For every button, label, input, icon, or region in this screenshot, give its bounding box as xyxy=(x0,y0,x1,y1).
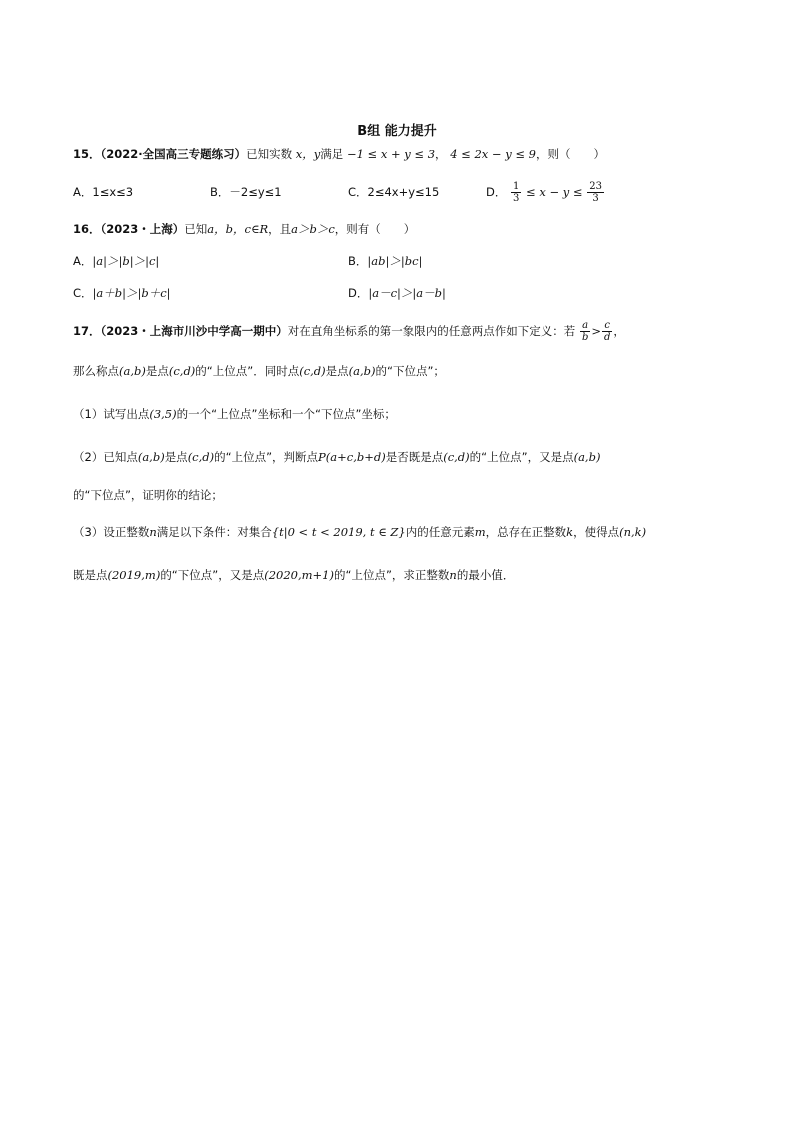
question-source: （2022·全国高三专题练习） xyxy=(100,147,247,161)
option-b: B．|ab|＞|bc| xyxy=(348,254,423,268)
fraction: $\frac{23}{3}$ xyxy=(589,181,602,204)
option-c: C．2≤4x+y≤15 xyxy=(348,185,440,199)
option-c: C．|a＋b|＞|b＋c| xyxy=(73,286,171,300)
question-17-definition: 那么称点(a,b)是点(c,d)的“上位点”．同时点(c,d)是点(a,b)的“下位点”； xyxy=(73,364,445,378)
question-17-part-1: （1）试写出点(3,5)的一个“上位点”坐标和一个“下位点”坐标； xyxy=(73,407,396,421)
option-d: D． $\frac{1}{3}$ ≤ x − y ≤ $\frac{23}{3}$ xyxy=(486,181,602,204)
option-d: D．|a－c|＞|a－b| xyxy=(348,286,446,300)
question-17-stem: 17．（2023・上海市川沙中学高一期中）对在直角坐标系的第一象限内的任意两点作如下定义：若 $\frac{a}{b}$ > $\frac{c}{d}$ ， xyxy=(73,320,625,343)
question-17-part-2: （2）已知点(a,b)是点(c,d)的“上位点”，判断点P(a+c,b+d)是否既是点(c,d)的“上位点”，又是点(a,b) xyxy=(73,450,601,464)
fraction: $\frac{c}{d}$ xyxy=(603,320,611,343)
question-number: 16． xyxy=(73,222,101,236)
question-source: （2023・上海） xyxy=(100,222,185,236)
question-number: 17． xyxy=(73,324,101,338)
section-title: B组 能力提升 xyxy=(357,124,437,139)
option-a: A．1≤x≤3 xyxy=(73,185,134,199)
fraction: $\frac{1}{3}$ xyxy=(513,181,520,204)
question-16-stem: 16．（2023・上海）已知a，b，c∈R，且a＞b＞c，则有（ ） xyxy=(73,222,416,236)
question-17-part-3-cont: 既是点(2019,m)的“下位点”，又是点(2020,m+1)的“上位点”，求正整数n的最小值． xyxy=(73,568,515,582)
condition-2: 4 ≤ 2x − y ≤ 9 xyxy=(450,147,536,161)
question-17-part-2-cont: 的“下位点”，证明你的结论； xyxy=(73,488,223,502)
question-15-stem: 15．（2022·全国高三专题练习）已知实数 x，y满足 −1 ≤ x + y ≤ 3， 4 ≤ 2x − y ≤ 9，则（ ） xyxy=(73,147,605,161)
question-number: 15． xyxy=(73,147,101,161)
fraction: $\frac{a}{b}$ xyxy=(581,320,589,343)
question-17-part-3: （3）设正整数n满足以下条件：对集合{t|0 < t < 2019, t ∈ Z}内的任意元素m，总存在正整数k，使得点(n,k) xyxy=(73,525,647,539)
question-source: （2023・上海市川沙中学高一期中） xyxy=(100,324,288,338)
option-b: B．－2≤y≤1 xyxy=(210,185,282,199)
option-a: A．|a|＞|b|＞|c| xyxy=(73,254,160,268)
condition-1: −1 ≤ x + y ≤ 3 xyxy=(346,147,436,161)
